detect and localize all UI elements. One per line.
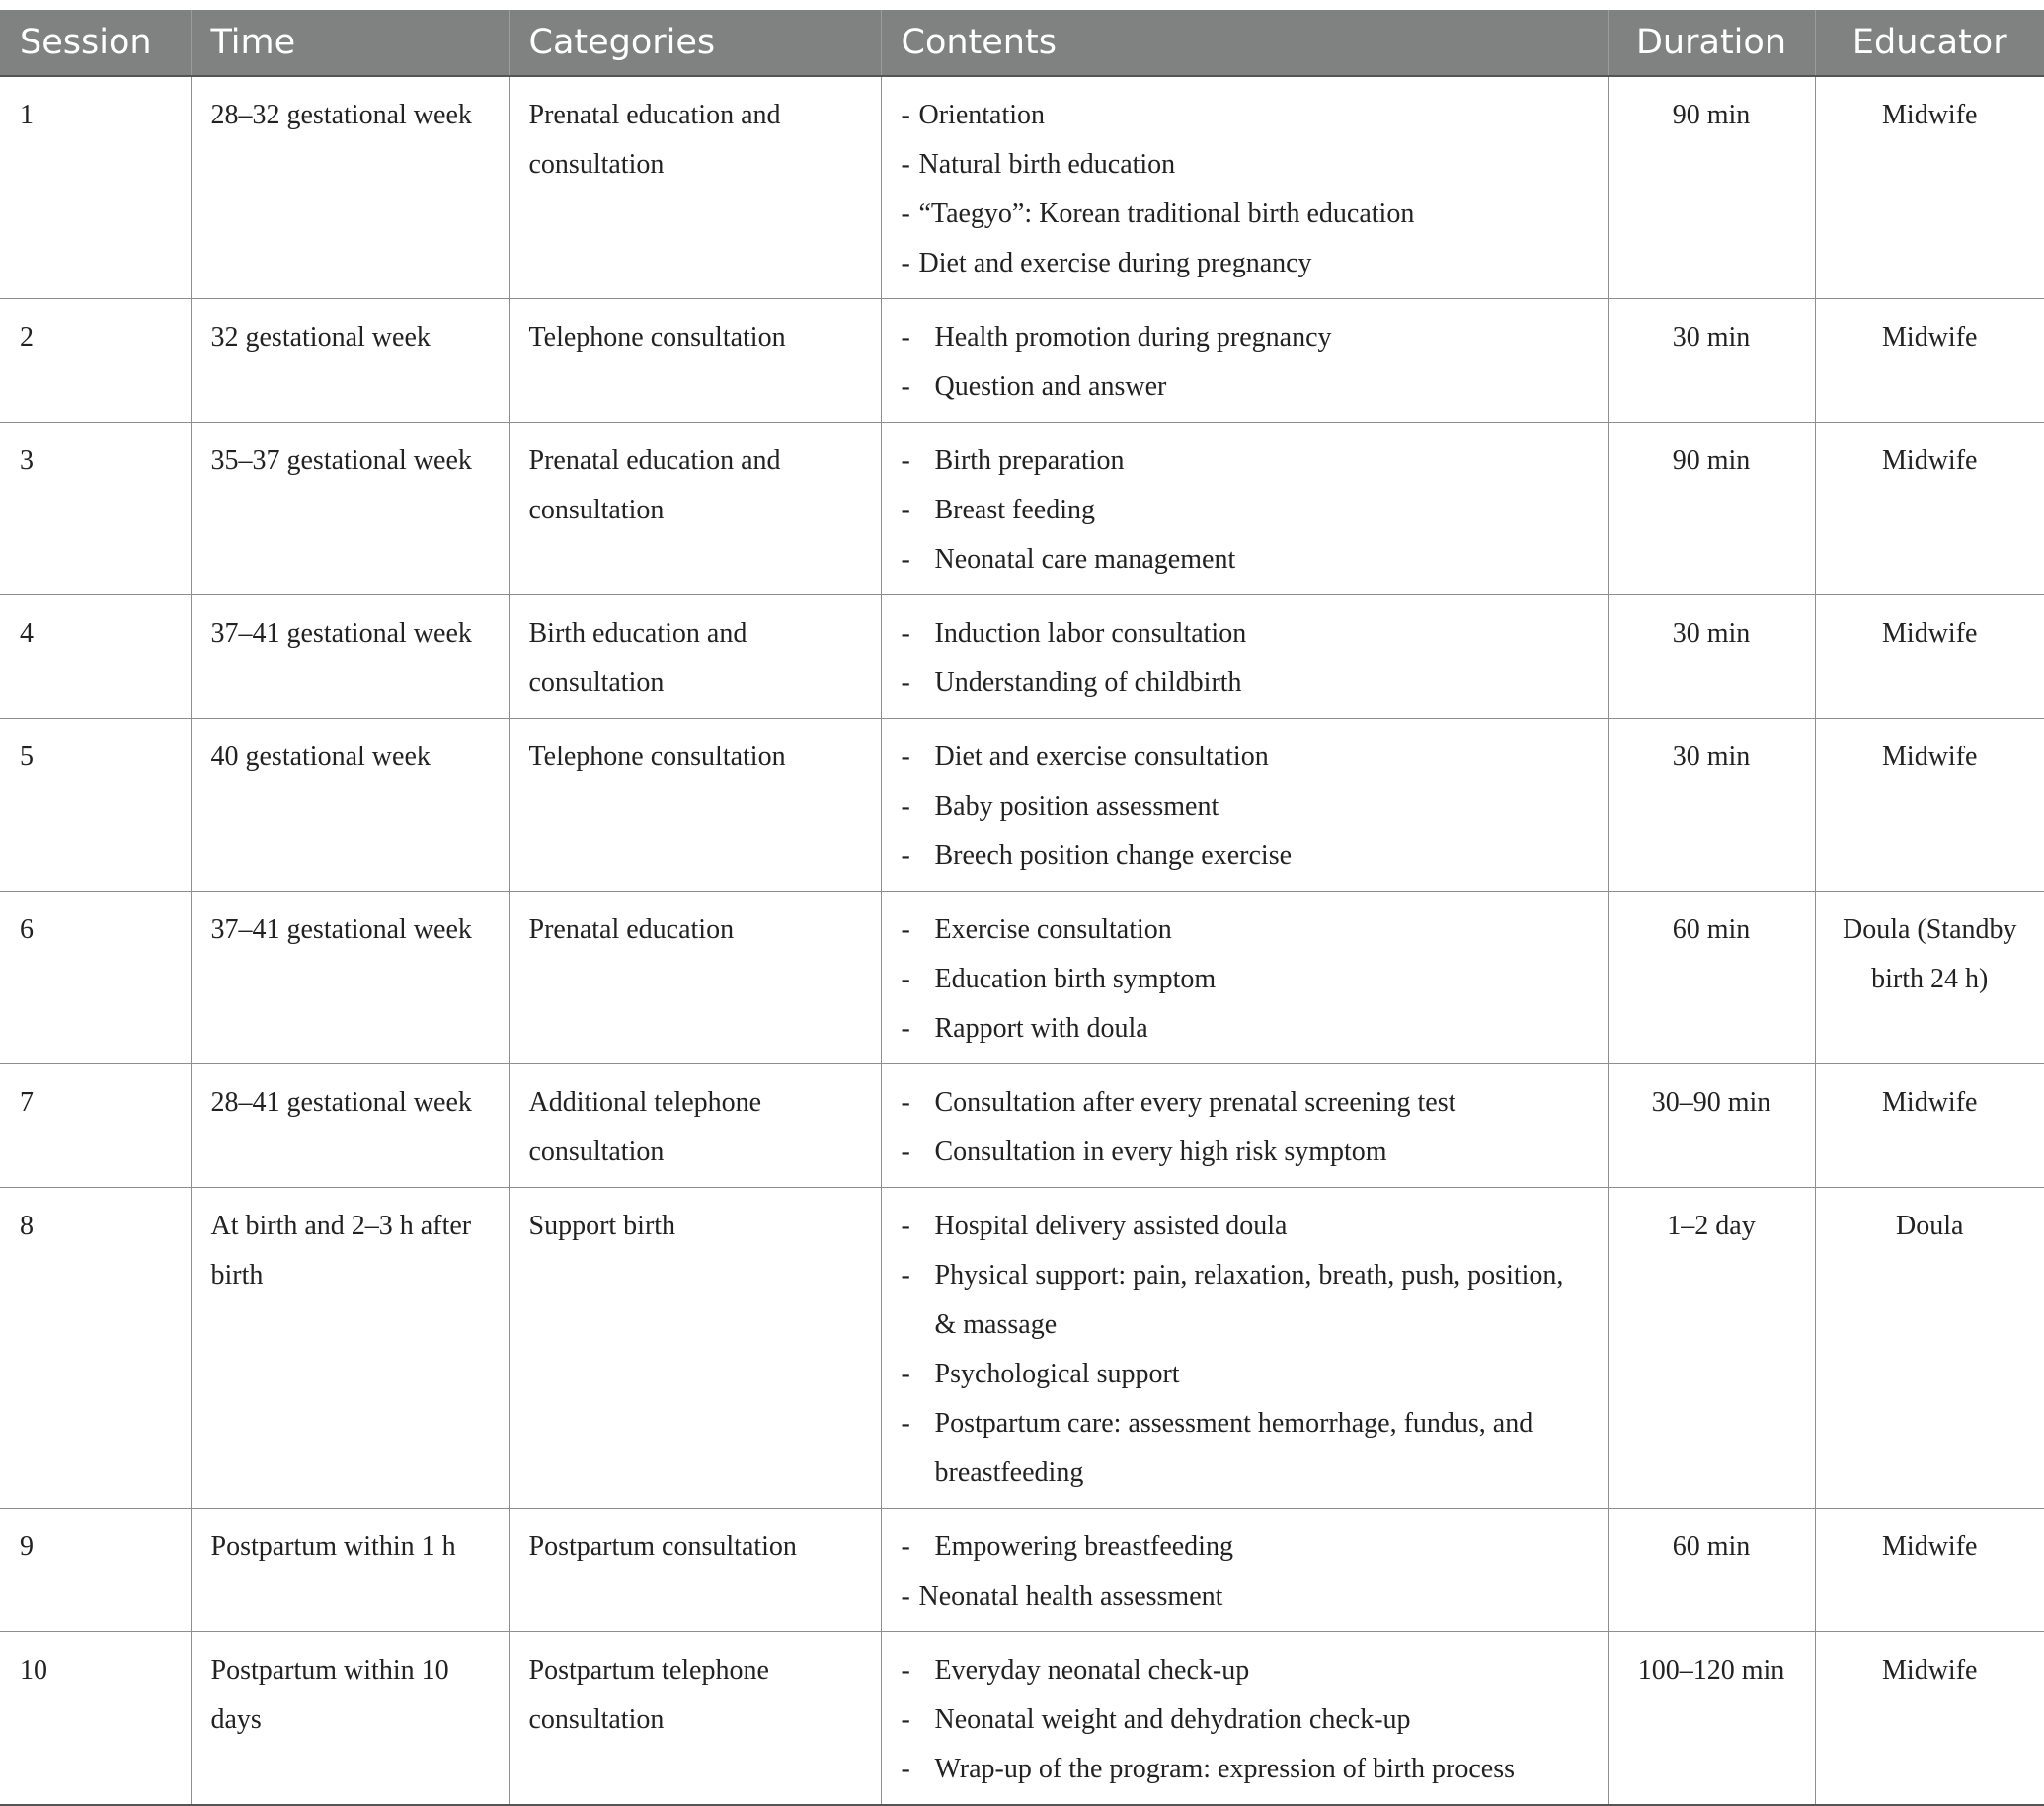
table-row (0, 1509, 2044, 1632)
dash-marker: - (901, 1704, 910, 1735)
session-cell: 2 (0, 299, 191, 423)
contents-list (902, 905, 1588, 1054)
header-time: Time (191, 10, 509, 76)
contents-item (902, 782, 1588, 831)
session-cell: 3 (0, 423, 191, 595)
contents-item-text: Consultation after every prenatal screening test (934, 1087, 1456, 1118)
time-cell: Postpartum within 1 h (191, 1509, 509, 1632)
dash-marker: - (901, 1087, 910, 1118)
contents-item-text: Empowering breastfeeding (934, 1531, 1233, 1562)
educator-cell: Midwife (1815, 299, 2044, 423)
educator-cell: Midwife (1815, 1509, 2044, 1632)
table-header (0, 10, 2044, 76)
contents-item (902, 733, 1588, 782)
contents-item-text: Diet and exercise during pregnancy (918, 248, 1312, 278)
table-row (0, 76, 2044, 299)
dash-marker: - (901, 445, 910, 476)
program-schedule-table (0, 10, 2044, 1806)
dash-marker: - (901, 100, 910, 130)
contents-item-text: Rapport with doula (934, 1013, 1148, 1044)
contents-item-text: Consultation in every high risk symptom (934, 1137, 1387, 1167)
contents-cell (881, 423, 1608, 595)
dash-marker: - (901, 964, 910, 994)
contents-item-text: Understanding of childbirth (934, 667, 1242, 698)
contents-item (902, 1078, 1588, 1128)
contents-item (902, 436, 1588, 486)
time-cell: 32 gestational week (191, 299, 509, 423)
contents-list (902, 1202, 1588, 1498)
contents-list (902, 1078, 1588, 1177)
contents-item-text: Question and answer (934, 371, 1167, 402)
contents-item-text: Breast feeding (934, 495, 1095, 525)
dash-marker: - (901, 1359, 910, 1389)
contents-item (902, 905, 1588, 955)
duration-cell: 90 min (1608, 423, 1815, 595)
contents-item (902, 955, 1588, 1004)
contents-item-text: “Taegyo”: Korean traditional birth education (918, 198, 1415, 229)
educator-cell: Midwife (1815, 1632, 2044, 1806)
header-contents: Contents (881, 10, 1608, 76)
dash-marker: - (901, 544, 910, 575)
table-row (0, 423, 2044, 595)
dash-marker: - (901, 667, 910, 698)
contents-item-text: Health promotion during pregnancy (934, 322, 1332, 353)
contents-item-text: Baby position assessment (934, 791, 1219, 822)
contents-list (902, 1646, 1588, 1794)
table-row (0, 719, 2044, 892)
educator-cell: Midwife (1815, 76, 2044, 299)
session-cell: 5 (0, 719, 191, 892)
educator-cell: Midwife (1815, 719, 2044, 892)
contents-item (902, 659, 1588, 708)
time-cell: 40 gestational week (191, 719, 509, 892)
contents-item-text: Natural birth education (918, 149, 1176, 180)
header-row (0, 10, 2044, 76)
contents-item (902, 1646, 1588, 1695)
contents-item (902, 91, 1588, 140)
contents-list (902, 436, 1588, 585)
dash-marker: - (901, 1211, 910, 1241)
contents-cell (881, 1188, 1608, 1509)
dash-marker: - (901, 1581, 910, 1611)
dash-marker: - (901, 1013, 910, 1044)
time-cell: At birth and 2–3 h after birth (191, 1188, 509, 1509)
duration-cell: 30 min (1608, 595, 1815, 719)
dash-marker: - (901, 1655, 910, 1686)
dash-marker: - (901, 1754, 910, 1784)
contents-list (902, 733, 1588, 881)
contents-item-text: Psychological support (934, 1359, 1180, 1389)
contents-item (902, 1745, 1588, 1794)
contents-cell (881, 595, 1608, 719)
contents-cell (881, 76, 1608, 299)
duration-cell: 60 min (1608, 892, 1815, 1064)
contents-list (902, 91, 1588, 288)
dash-marker: - (901, 248, 910, 278)
contents-item (902, 1695, 1588, 1745)
table-row (0, 1188, 2044, 1509)
contents-cell (881, 1509, 1608, 1632)
contents-item (902, 831, 1588, 881)
educator-cell: Doula (1815, 1188, 2044, 1509)
category-cell: Prenatal education (509, 892, 881, 1064)
contents-item-text: Wrap-up of the program: expression of birth process (934, 1754, 1515, 1784)
contents-list (902, 1523, 1588, 1621)
contents-item (902, 1350, 1588, 1399)
dash-marker: - (901, 1531, 910, 1562)
contents-cell (881, 892, 1608, 1064)
session-cell: 10 (0, 1632, 191, 1806)
category-cell: Postpartum telephone consultation (509, 1632, 881, 1806)
contents-cell (881, 1064, 1608, 1188)
header-categories: Categories (509, 10, 881, 76)
dash-marker: - (901, 198, 910, 229)
category-cell: Telephone consultation (509, 299, 881, 423)
dash-marker: - (901, 618, 910, 649)
contents-item-text: Diet and exercise consultation (934, 742, 1269, 772)
session-cell: 8 (0, 1188, 191, 1509)
contents-item-text: Neonatal health assessment (918, 1581, 1223, 1611)
duration-cell: 90 min (1608, 76, 1815, 299)
header-session: Session (0, 10, 191, 76)
session-cell: 4 (0, 595, 191, 719)
contents-item (902, 535, 1588, 585)
contents-item (902, 1128, 1588, 1177)
contents-list (902, 609, 1588, 708)
time-cell: 28–41 gestational week (191, 1064, 509, 1188)
session-cell: 9 (0, 1509, 191, 1632)
educator-cell: Midwife (1815, 595, 2044, 719)
contents-item-text: Orientation (918, 100, 1046, 130)
duration-cell: 60 min (1608, 1509, 1815, 1632)
time-cell: 35–37 gestational week (191, 423, 509, 595)
contents-cell (881, 719, 1608, 892)
session-cell: 1 (0, 76, 191, 299)
dash-marker: - (901, 371, 910, 402)
contents-cell (881, 299, 1608, 423)
duration-cell: 100–120 min (1608, 1632, 1815, 1806)
table-row (0, 299, 2044, 423)
contents-item-text: Education birth symptom (934, 964, 1217, 994)
dash-marker: - (901, 322, 910, 353)
contents-item (902, 1251, 1588, 1350)
dash-marker: - (901, 840, 910, 871)
contents-item-text: Breech position change exercise (934, 840, 1293, 871)
table-row (0, 1064, 2044, 1188)
duration-cell: 30 min (1608, 299, 1815, 423)
duration-cell: 1–2 day (1608, 1188, 1815, 1509)
category-cell: Additional telephone consultation (509, 1064, 881, 1188)
category-cell: Prenatal education and consultation (509, 76, 881, 299)
header-educator: Educator (1815, 10, 2044, 76)
educator-cell: Doula (Standby birth 24 h) (1815, 892, 2044, 1064)
category-cell: Telephone consultation (509, 719, 881, 892)
contents-item-text: Hospital delivery assisted doula (934, 1211, 1288, 1241)
contents-item (902, 239, 1588, 288)
table-row (0, 892, 2044, 1064)
contents-item (902, 1523, 1588, 1572)
session-cell: 6 (0, 892, 191, 1064)
contents-item-text: Physical support: pain, relaxation, breath, push, position, & massage (934, 1260, 1564, 1340)
duration-cell: 30 min (1608, 719, 1815, 892)
duration-cell: 30–90 min (1608, 1064, 1815, 1188)
contents-item (902, 1572, 1588, 1621)
contents-item-text: Induction labor consultation (934, 618, 1247, 649)
contents-list (902, 313, 1588, 412)
dash-marker: - (901, 914, 910, 945)
educator-cell: Midwife (1815, 1064, 2044, 1188)
contents-item (902, 313, 1588, 362)
dash-marker: - (901, 149, 910, 180)
contents-item (902, 1399, 1588, 1498)
contents-item (902, 140, 1588, 190)
contents-item (902, 1202, 1588, 1251)
contents-item (902, 486, 1588, 535)
educator-cell: Midwife (1815, 423, 2044, 595)
dash-marker: - (901, 1137, 910, 1167)
table-body (0, 76, 2044, 1805)
category-cell: Birth education and consultation (509, 595, 881, 719)
dash-marker: - (901, 495, 910, 525)
contents-item-text: Neonatal weight and dehydration check-up (934, 1704, 1411, 1735)
table-row (0, 595, 2044, 719)
contents-item (902, 1004, 1588, 1054)
contents-item-text: Postpartum care: assessment hemorrhage, fundus, and breastfeeding (934, 1408, 1533, 1488)
category-cell: Postpartum consultation (509, 1509, 881, 1632)
time-cell: Postpartum within 10 days (191, 1632, 509, 1806)
contents-item (902, 609, 1588, 659)
contents-item-text: Everyday neonatal check-up (934, 1655, 1250, 1686)
contents-item (902, 362, 1588, 412)
category-cell: Support birth (509, 1188, 881, 1509)
contents-cell (881, 1632, 1608, 1806)
contents-item (902, 190, 1588, 239)
table-row (0, 1632, 2044, 1806)
time-cell: 37–41 gestational week (191, 892, 509, 1064)
dash-marker: - (901, 791, 910, 822)
contents-item-text: Neonatal care management (934, 544, 1236, 575)
header-duration: Duration (1608, 10, 1815, 76)
category-cell: Prenatal education and consultation (509, 423, 881, 595)
dash-marker: - (901, 1408, 910, 1439)
dash-marker: - (901, 1260, 910, 1291)
contents-item-text: Birth preparation (934, 445, 1125, 476)
time-cell: 37–41 gestational week (191, 595, 509, 719)
dash-marker: - (901, 742, 910, 772)
contents-item-text: Exercise consultation (934, 914, 1172, 945)
session-cell: 7 (0, 1064, 191, 1188)
time-cell: 28–32 gestational week (191, 76, 509, 299)
